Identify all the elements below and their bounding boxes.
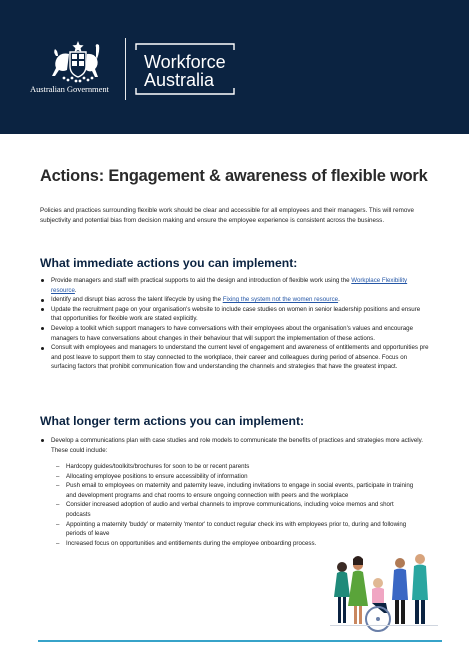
list-item-text: Provide managers and staff with practical supports to aid the design and introduction of flexible work using the (51, 277, 352, 284)
list-item (40, 305, 432, 324)
coat-of-arms-icon (38, 40, 118, 86)
sub-list-item: – Increased focus on opportunities and entitlements during the employee onboarding process. (56, 539, 418, 549)
footer-divider (38, 640, 442, 642)
list-item-text-end: . (338, 296, 340, 304)
immediate-actions-list (40, 276, 432, 372)
sub-list-item: – Consider increased adoption of audio and verbal channels to improve communications, including voice memos and short podcasts (56, 500, 418, 519)
longer-term-actions-heading: What longer term actions you can implement: (40, 414, 305, 428)
header-divider (125, 38, 126, 100)
list-item-text: Consult with employees and managers to understand the current level of engagement and awareness of entitlements and opportunities pre and post leave to support them to stay connected to the workplace, their career and colleagues during period of absence. Focus on surfacing factors that prohibit communication flow and understanding the channels and strategies that have the greatest impact. (51, 344, 429, 371)
list-item (40, 324, 432, 343)
fixing-the-system-link[interactable]: Fixing the system not the women resource (222, 296, 339, 304)
list-item (40, 343, 432, 372)
intro-paragraph: Policies and practices surrounding flexible work should be clear and accessible for all employees and their managers. This will remove subjectivity and potential bias from decision making and ensure the employee experience is consistent across the business. (40, 207, 415, 225)
brand-australia: Australia (144, 70, 215, 90)
list-item (40, 436, 432, 455)
sub-list-item: – Allocating employee positions to ensure accessibility of information (56, 472, 418, 482)
immediate-actions-heading: What immediate actions you can implement: (40, 256, 298, 270)
sub-list-item: – Hardcopy guides/toolkits/brochures for soon to be or recent parents (56, 462, 418, 472)
list-item-text: Update the recruitment page on your organisation's website to include case studies on women in senior leadership positions and ensure that opportunities for flexible work are stated explicitly. (51, 305, 421, 323)
communication-options-list (56, 462, 418, 548)
list-item (40, 276, 432, 295)
list-item-text: Identify and disrupt bias across the talent lifecycle by using the (51, 296, 223, 304)
longer-term-actions-list (40, 436, 432, 455)
list-item-text: Develop a toolkit which support managers to have conversations with their employees about the organisation's values and encourage managers to have conversations about changes in their behaviour that will support the implementation of these actions. (51, 324, 413, 342)
page-title: Actions: Engagement & awareness of flexible work (40, 167, 428, 185)
people-illustration (328, 545, 440, 637)
list-item-text-end: . (74, 286, 77, 294)
government-name: Australian Government (30, 84, 109, 94)
sub-list-item: – Appointing a maternity 'buddy' or maternity 'mentor' to conduct regular check ins with employees prior to, during and following periods of leave (56, 520, 418, 539)
list-item (40, 295, 432, 305)
workplace-flexibility-link[interactable]: Workplace Flexibility resource (51, 277, 408, 294)
list-item-text: Develop a communications plan with case studies and role models to communicate the benefits of practices and strategies more actively. These could include: (51, 437, 423, 454)
brand-workforce: Workforce (144, 52, 226, 72)
sub-list-item: – Push email to employees on maternity and paternity leave, including invitations to engage in social events, participate in training and development programs and chat rooms to ensure ongoing connection with peers and the workplace (56, 481, 418, 500)
header-banner (0, 0, 469, 134)
